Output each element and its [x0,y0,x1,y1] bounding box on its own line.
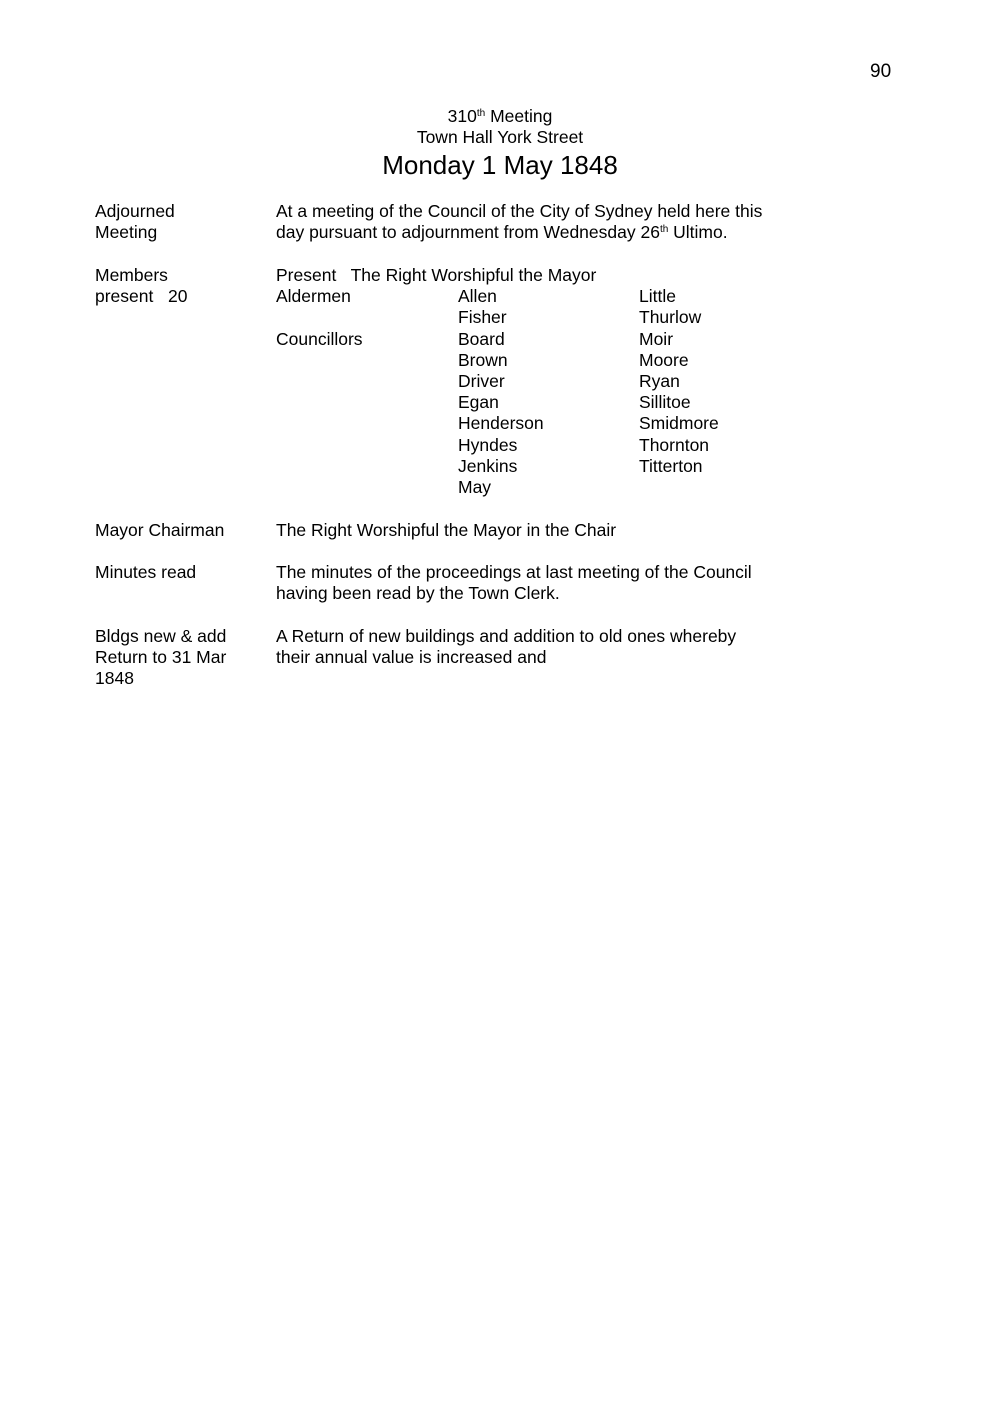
margin-note-buildings [95,626,270,690]
ordinal-suffix: th [659,224,669,236]
members-row [276,307,876,328]
margin-line: Adjourned [95,201,175,221]
member-role: Aldermen [276,286,351,307]
body-line: their annual value is increased and [276,647,547,668]
member-role: Councillors [276,328,363,349]
entry-members [95,265,915,505]
page-number: 90 [870,61,892,82]
body-chairman [276,520,896,541]
margin-line: Mayor Chairman [95,520,225,540]
member-name: Board [458,328,505,349]
body-adjourned [276,201,896,243]
members-row [276,329,876,350]
member-name: Thornton [639,434,710,455]
margin-note-chairman [95,520,270,541]
member-name: Ryan [639,370,680,391]
members-row [276,392,876,413]
body-text: Ultimo. [668,222,728,243]
body-minutes [276,562,896,604]
margin-line: Minutes read [95,562,197,582]
margin-note-adjourned [95,201,270,243]
members-row [276,456,876,477]
body-line: A Return of new buildings and addition to old ones whereby [276,626,737,646]
present-line: Present The Right Worshipful the Mayor [276,265,597,285]
member-name: Henderson [458,413,544,434]
meeting-header [0,106,1000,182]
margin-line: Return to 31 Mar [95,647,227,668]
members-row [276,477,876,498]
margin-line: present 20 [95,286,188,307]
members-row [276,286,876,307]
member-name: Titterton [639,455,703,476]
member-name: Allen [458,286,497,307]
meeting-number-suffix: th [476,108,486,119]
margin-line: Members [95,265,168,285]
margin-note-minutes [95,562,270,583]
members-list [276,286,876,498]
member-name: May [458,476,492,497]
member-name: Moore [639,349,689,370]
body-line: The minutes of the proceedings at last meeting of the Council [276,562,752,582]
margin-note-members [95,265,270,307]
member-name: Thurlow [639,307,702,328]
body-line: having been read by the Town Clerk. [276,583,560,604]
margin-line: 1848 [95,668,134,689]
member-name: Moir [639,328,674,349]
meeting-number: 310 [447,106,477,126]
body-line: At a meeting of the Council of the City of Sydney held here this [276,201,763,221]
body-line [276,222,896,243]
meeting-word: Meeting [485,106,553,126]
margin-line: Bldgs new & add [95,626,227,646]
member-name: Smidmore [639,413,719,434]
margin-line: Meeting [95,222,158,243]
member-name: Brown [458,349,508,370]
members-row [276,371,876,392]
member-name: Little [639,286,676,307]
body-line: The Right Worshipful the Mayor in the Chair [276,520,617,540]
body-text: day pursuant to adjournment from Wednesday 26 [276,222,660,243]
members-row [276,435,876,456]
meeting-number-line [0,106,1000,127]
member-name: Sillitoe [639,392,691,413]
members-row [276,413,876,434]
meeting-location: Town Hall York Street [416,127,584,148]
members-row [276,350,876,371]
member-name: Fisher [458,307,507,328]
body-members-present [276,265,896,286]
member-name: Hyndes [458,434,518,455]
meeting-date-title: Monday 1 May 1848 [382,150,618,181]
body-buildings [276,626,896,668]
member-name: Jenkins [458,455,518,476]
member-name: Driver [458,370,505,391]
member-name: Egan [458,392,499,413]
